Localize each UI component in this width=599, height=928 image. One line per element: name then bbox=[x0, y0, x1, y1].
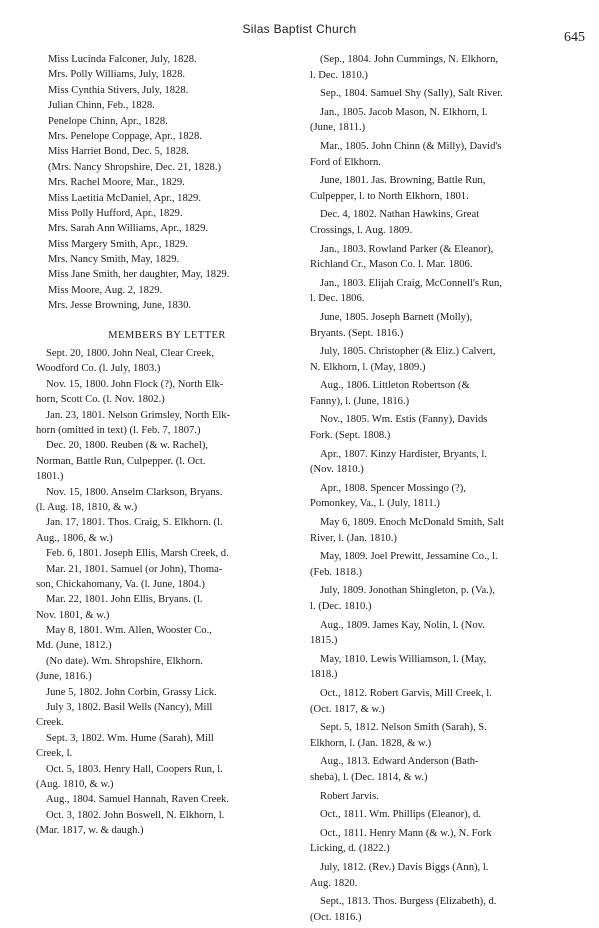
entry-line: Oct. 5, 1803. Henry Hall, Coopers Run, l. bbox=[46, 763, 223, 775]
letter-entry bbox=[310, 515, 585, 546]
member-entry: Mrs. Nancy Smith, May, 1829. bbox=[48, 254, 180, 266]
member-entry: Miss Cynthia Stivers, July, 1828. bbox=[48, 84, 189, 96]
letter-entry bbox=[310, 481, 585, 512]
entry-line: June, 1805. Joseph Barnett (Molly), bbox=[320, 311, 473, 323]
entry-line: Crossings, l. Aug. 1809. bbox=[310, 224, 413, 236]
letter-entry bbox=[36, 592, 298, 623]
letter-entry bbox=[310, 173, 585, 204]
entry-line: Apr., 1808. Spencer Mossingo (?), bbox=[320, 482, 466, 494]
entry-line: Pomonkey, Va., l. (July, 1811.) bbox=[310, 498, 440, 510]
letter-entry bbox=[310, 754, 585, 785]
member-entry: Mrs. Rachel Moore, Mar., 1829. bbox=[48, 177, 185, 189]
letter-entry bbox=[310, 105, 585, 136]
member-entry: (Mrs. Nancy Shropshire, Dec. 21, 1828.) bbox=[48, 161, 221, 173]
entry-line: horn (omitted in text) (l. Feb. 7, 1807.) bbox=[36, 424, 201, 436]
entry-line: Nov., 1805. Wm. Estis (Fanny), Davids bbox=[320, 414, 488, 426]
letter-entry bbox=[36, 700, 298, 731]
entry-line: (Oct. 1817, & w.) bbox=[310, 703, 385, 715]
letter-entry bbox=[36, 808, 298, 839]
letter-entry bbox=[310, 86, 585, 102]
entry-line: (Feb. 1818.) bbox=[310, 566, 363, 578]
entry-line: (June, 1816.) bbox=[36, 671, 92, 683]
member-entry: Miss Lucinda Falconer, July, 1828. bbox=[48, 54, 197, 65]
members-list bbox=[36, 52, 298, 314]
entry-line: Apr., 1807. Kinzy Hardister, Bryants, l. bbox=[320, 448, 487, 460]
entry-line: (l. Aug. 18, 1810, & w.) bbox=[36, 501, 138, 513]
entry-line: Mar. 21, 1801. Samuel (or John), Thoma- bbox=[46, 563, 223, 575]
entry-line: 1818.) bbox=[310, 669, 338, 681]
letter-entry bbox=[36, 408, 298, 439]
entry-line: May, 1809. Joel Prewitt, Jessamine Co., l. bbox=[320, 551, 498, 563]
entry-line: Jan., 1805. Jacob Mason, N. Elkhorn, l. bbox=[320, 106, 488, 118]
letter-entry bbox=[310, 894, 585, 925]
entry-line: (Oct. 1816.) bbox=[310, 911, 362, 923]
entry-line: Md. (June, 1812.) bbox=[36, 640, 112, 652]
entry-line: Sept. 5, 1812. Nelson Smith (Sarah), S. bbox=[320, 722, 487, 734]
entry-line: Fork. (Sept. 1808.) bbox=[310, 430, 391, 442]
entry-line: (Nov. 1810.) bbox=[310, 464, 364, 476]
entry-line: Creek. bbox=[36, 717, 64, 729]
entry-line: (Aug. 1810, & w.) bbox=[36, 778, 114, 790]
entry-line: Jan. 23, 1801. Nelson Grimsley, North Elk- bbox=[46, 409, 231, 421]
entry-line: Jan., 1803. Rowland Parker (& Eleanor), bbox=[320, 243, 494, 255]
entry-line: (No date). Wm. Shropshire, Elkhorn. bbox=[46, 655, 203, 667]
letter-entry bbox=[310, 789, 585, 805]
entry-line: Norman, Battle Run, Culpepper. (l. Oct. bbox=[36, 455, 206, 467]
member-entry: Miss Jane Smith, her daughter, May, 1829. bbox=[48, 269, 230, 281]
entry-line: Sept. 3, 1802. Wm. Hume (Sarah), Mill bbox=[46, 732, 214, 744]
entry-line: Oct. 3, 1802. John Boswell, N. Elkhorn, l. bbox=[46, 809, 225, 821]
page-header-title: Silas Baptist Church bbox=[242, 22, 357, 36]
member-entry: Julian Chinn, Feb., 1828. bbox=[48, 100, 155, 112]
letter-entry bbox=[310, 207, 585, 238]
entry-line: Aug., 1809. James Kay, Nolin, l. (Nov. bbox=[320, 619, 485, 631]
letter-entry bbox=[310, 276, 585, 307]
letter-entry bbox=[36, 762, 298, 793]
entry-line: horn, Scott Co. (l. Nov. 1802.) bbox=[36, 394, 165, 406]
letter-entry bbox=[310, 310, 585, 341]
entry-line: Fanny), l. (June, 1816.) bbox=[310, 395, 410, 407]
entry-line: July, 1805. Christopher (& Eliz.) Calvert, bbox=[320, 346, 496, 358]
letter-entry bbox=[310, 618, 585, 649]
entry-line: Aug., 1813. Edward Anderson (Bath- bbox=[320, 756, 479, 768]
entry-line: Oct., 1811. Henry Mann (& w.), N. Fork bbox=[320, 827, 492, 839]
entry-line: 1815.) bbox=[310, 635, 338, 647]
member-entry: Miss Polly Hufford, Apr., 1829. bbox=[48, 207, 183, 219]
entry-line: June, 1801. Jas. Browning, Battle Run, bbox=[320, 175, 486, 187]
entry-line: Mar., 1805. John Chinn (& Milly), David's bbox=[320, 140, 502, 152]
entry-line: l. Dec. 1810.) bbox=[310, 69, 368, 81]
letter-entry bbox=[310, 652, 585, 683]
right-column bbox=[310, 52, 585, 928]
member-entry: Miss Moore, Aug. 2, 1829. bbox=[48, 284, 163, 296]
entry-line: Sept. 20, 1800. John Neal, Clear Creek, bbox=[46, 348, 214, 360]
letter-entry bbox=[36, 562, 298, 593]
letter-entry bbox=[310, 447, 585, 478]
entry-line: July 3, 1802. Basil Wells (Nancy), Mill bbox=[46, 702, 213, 714]
letter-entry bbox=[310, 242, 585, 273]
letter-entry bbox=[310, 686, 585, 717]
letter-entry bbox=[36, 438, 298, 484]
member-entry: Mrs. Sarah Ann Williams, Apr., 1829. bbox=[48, 223, 209, 235]
entry-line: (Sep., 1804. John Cummings, N. Elkhorn, bbox=[320, 54, 499, 65]
letter-entry bbox=[310, 720, 585, 751]
letter-entry bbox=[36, 792, 298, 807]
entry-line: Mar. 22, 1801. John Ellis, Bryans. (l. bbox=[46, 594, 203, 606]
member-entry: Mrs. Jesse Browning, June, 1830. bbox=[48, 300, 192, 312]
entry-line: (Mar. 1817, w. & daugh.) bbox=[36, 825, 144, 837]
entry-line: Nov. 15, 1800. John Flock (?), North Elk- bbox=[46, 378, 224, 390]
letter-entry bbox=[310, 583, 585, 614]
entry-line: Jan., 1803. Elijah Craig, McConnell's Run, bbox=[320, 277, 502, 289]
letter-entry bbox=[36, 515, 298, 546]
letter-entry bbox=[36, 654, 298, 685]
entry-line: Nov. 1801, & w.) bbox=[36, 609, 110, 621]
member-entry: Mrs. Penelope Coppage, Apr., 1828. bbox=[48, 130, 202, 142]
letter-entry bbox=[310, 826, 585, 857]
letter-entry bbox=[310, 807, 585, 823]
entry-line: June 5, 1802. John Corbin, Grassy Lick. bbox=[46, 686, 217, 698]
entry-line: Dec. 20, 1800. Reuben (& w. Rachel), bbox=[46, 440, 208, 452]
letter-entry bbox=[36, 485, 298, 516]
member-entry: Miss Margery Smith, Apr., 1829. bbox=[48, 238, 188, 250]
letter-entry bbox=[310, 52, 585, 83]
entry-line: Feb. 6, 1801. Joseph Ellis, Marsh Creek, d. bbox=[46, 548, 229, 560]
entry-line: Oct., 1811. Wm. Phillips (Eleanor), d. bbox=[320, 809, 481, 821]
entry-line: Elkhorn, l. (Jan. 1828, & w.) bbox=[310, 737, 432, 749]
letter-entry bbox=[36, 731, 298, 762]
letter-entry bbox=[310, 412, 585, 443]
entry-line: Culpepper, l. to North Elkhorn, 1801. bbox=[310, 190, 469, 202]
letter-entry bbox=[36, 623, 298, 654]
entry-line: Licking, d. (1822.) bbox=[310, 843, 390, 855]
letter-entry bbox=[310, 378, 585, 409]
entry-line: Bryants. (Sept. 1816.) bbox=[310, 327, 404, 339]
entry-line: Aug., 1806, & w.) bbox=[36, 532, 113, 544]
entry-line: l. (Dec. 1810.) bbox=[310, 601, 372, 612]
entry-line: Woodford Co. (l. July, 1803.) bbox=[36, 363, 161, 375]
letter-entry bbox=[36, 546, 298, 561]
entry-line: Sept., 1813. Thos. Burgess (Elizabeth), d. bbox=[320, 896, 497, 908]
entry-line: (June, 1811.) bbox=[310, 122, 366, 134]
letter-entry bbox=[36, 377, 298, 408]
entry-line: sheba), l. (Dec. 1814, & w.) bbox=[310, 771, 428, 783]
entry-line: Richland Cr., Mason Co. l. Mar. 1806. bbox=[310, 259, 473, 271]
entry-line: July, 1812. (Rev.) Davis Biggs (Ann), l. bbox=[320, 861, 489, 873]
entry-line: Nov. 15, 1800. Anselm Clarkson, Bryans. bbox=[46, 486, 223, 498]
entry-line: Creek, l. bbox=[36, 748, 73, 760]
entry-line: May 6, 1809. Enoch McDonald Smith, Salt bbox=[320, 517, 504, 529]
entry-line: Oct., 1812. Robert Garvis, Mill Creek, l. bbox=[320, 687, 492, 699]
member-entry: Miss Laetitia McDaniel, Apr., 1829. bbox=[48, 192, 201, 204]
member-entry: Penelope Chinn, Apr., 1828. bbox=[48, 115, 168, 127]
letter-entry bbox=[310, 139, 585, 170]
entry-line: Jan. 17, 1801. Thos. Craig, S. Elkhorn. (l. bbox=[46, 517, 223, 529]
entry-line: 1801.) bbox=[36, 471, 64, 483]
entry-line: Aug., 1806. Littleton Robertson (& bbox=[320, 380, 470, 392]
entry-line: May, 1810. Lewis Williamson, l. (May, bbox=[320, 653, 487, 665]
letter-entry bbox=[310, 549, 585, 580]
entry-line: l. Dec. 1806. bbox=[310, 293, 365, 305]
member-entry: Miss Harriet Bond, Dec. 5, 1828. bbox=[48, 146, 189, 158]
entry-line: son, Chickahomany, Va. (l. June, 1804.) bbox=[36, 578, 205, 590]
entry-line: July, 1809. Jonothan Shingleton, p. (Va.), bbox=[320, 585, 495, 597]
page-number: 645 bbox=[564, 30, 585, 45]
letter-entry bbox=[310, 344, 585, 375]
entry-line: River, l. (Jan. 1810.) bbox=[310, 532, 397, 544]
member-entry: Mrs. Polly Williams, July, 1828. bbox=[48, 69, 186, 81]
section-heading: MEMBERS BY LETTER bbox=[108, 329, 226, 341]
entry-line: Ford of Elkhorn. bbox=[310, 156, 381, 168]
letter-entry bbox=[310, 860, 585, 891]
entry-line: May 8, 1801. Wm. Allen, Wooster Co., bbox=[46, 625, 212, 637]
entry-line: N. Elkhorn, l. (May, 1809.) bbox=[310, 361, 426, 373]
letter-entry bbox=[36, 346, 298, 377]
left-column bbox=[36, 52, 298, 839]
entry-line: Aug. 1820. bbox=[310, 877, 358, 889]
letter-entries-list bbox=[36, 346, 298, 839]
entry-line: Sep., 1804. Samuel Shy (Sally), Salt River. bbox=[320, 88, 503, 100]
entry-line: Aug., 1804. Samuel Hannah, Raven Creek. bbox=[46, 794, 229, 806]
entry-line: Dec. 4, 1802. Nathan Hawkins, Great bbox=[320, 209, 480, 221]
letter-entry bbox=[36, 685, 298, 700]
entry-line: Robert Jarvis. bbox=[320, 790, 379, 802]
